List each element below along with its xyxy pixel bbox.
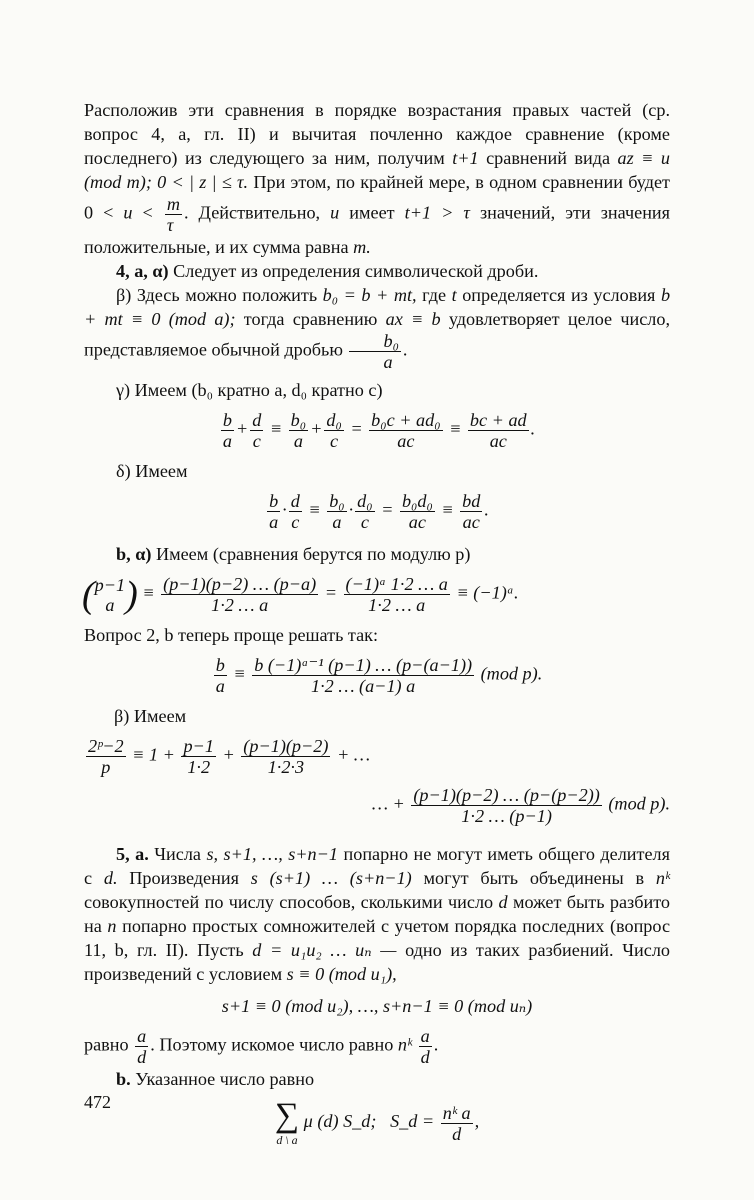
- section-4a-beta: β) Здесь можно положить b₀ = b + mt, где t определяется из условия b + mt ≡ 0 (mod a); тогда сравнению ax ≡ b удовлетворяет целое число, представляемое обычной дробью $\frac{\text{b₀}}{a}$ .: [84, 285, 671, 372]
- formula-question-2: $\frac{b}{a}$ ≡ $\frac{\text{b (−1)ᵃ⁻¹ (p−1) … (p−(a−1))}}{1\cdot 2 \dots (a-1) a}$ (mod p).: [215, 655, 543, 696]
- section-4b-alpha: b, α) Имеем (сравнения берутся по модулю p): [116, 544, 471, 564]
- section-5b: b. Указанное число равно: [116, 1069, 315, 1089]
- paragraph-comparisons: Расположив эти сравнения в порядке возрастания правых частей (ср. вопрос 4, a, гл. II) и вычитая почленно каждое сравнение (кроме последнего) из следующего за ним, получим t+1 сравнений вида az ≡ u (mod m); 0 < | z | ≤ τ. При этом, по крайней мере, в одном сравнении будет 0 < u < $\frac{m}{\tau}$ . Действительно, u имеет t+1 > τ значений, эти значения положительные, и их сумма равна m.: [84, 100, 671, 257]
- section-4a-gamma: γ) Имеем (b₀ кратно a, d₀ кратно c): [116, 380, 383, 400]
- question-2-note: Вопрос 2, b теперь проще решать так:: [84, 625, 379, 645]
- section-5a-result: равно $\frac{a}{d}$ . Поэтому искомое число равно nᵏ $\frac{a}{d}$ .: [84, 1026, 439, 1067]
- section-4a-alpha: 4, a, α) Следует из определения символической дроби.: [116, 261, 539, 281]
- fraction-b0-over-a: $\frac{\text{b₀}}{a}$: [349, 331, 400, 372]
- page-number: 472: [84, 1092, 111, 1112]
- formula-delta: $\frac{b}{a}$ · $\frac{d}{c}$ ≡ $\frac{\text{b₀}}{a}$ · $\frac{\text{d₀}}{c}$ = $\frac{\text{b₀d₀}}{ac}$ ≡ $\frac{bd}{ac}$ .: [269, 491, 489, 532]
- section-4a-delta: δ) Имеем: [116, 461, 188, 481]
- formula-gamma: $\frac{b}{a}$ + $\frac{d}{c}$ ≡ $\frac{\text{b₀}}{a}$ + $\frac{\text{d₀}}{c}$ = $\frac{\text{b₀c + ad₀}}{ac}$ ≡ $\frac{bc + ad}{ac}$ .: [222, 410, 536, 451]
- fraction-m-over-tau: $\frac{m}{\tau}$: [166, 194, 180, 235]
- formula-congruences: s+1 ≡ 0 (mod u₂), …, s+n−1 ≡ 0 (mod uₙ): [221, 996, 533, 1016]
- section-beta: β) Имеем: [114, 706, 187, 726]
- page-body: [84, 98, 670, 1155]
- section-5a: 5, a. Числа s, s+1, …, s+n−1 попарно не могут иметь общего делителя с d. Произведения s (s+1) … (s+n−1) могут быть объединены в nᵏ совокупностей по числу способов, сколькими число d может быть разбито на n попарно простых сомножителей с учетом порядка последних (вопрос 11, b, гл. II). Пусть d = u₁u₂ … uₙ — одно из таких разбиений. Число произведений с условием s ≡ 0 (mod u₁),: [84, 844, 671, 984]
- formula-beta-line-1: $\frac{\text{2ᵖ−2}}{p}$ ≡ 1 + $\frac{p-1}{1\cdot 2}$ + $\frac{(p-1)(p-2)}{1\cdot 2\cdot 3}$ + …: [88, 736, 370, 777]
- formula-beta-line-2: … + $\frac{(p-1)(p-2) \dots (p-(p-2))}{1\cdot 2 \dots (p-1)}$ (mod p).: [371, 785, 670, 826]
- formula-sum: ∑ d \ a μ (d) S_d; S_d = $\frac{\text{nᵏ a}}{d}$ ,: [274, 1097, 480, 1147]
- formula-binomial: ( p−1 a ) ≡ $\frac{(p-1)(p-2) \dots (p-a)}{1\cdot 2 \dots a}$ = $\frac{\text{(−1)ᵃ 1·2 … a}}{1\cdot 2 \dots a}$ ≡ (−1)ᵃ.: [82, 573, 519, 616]
